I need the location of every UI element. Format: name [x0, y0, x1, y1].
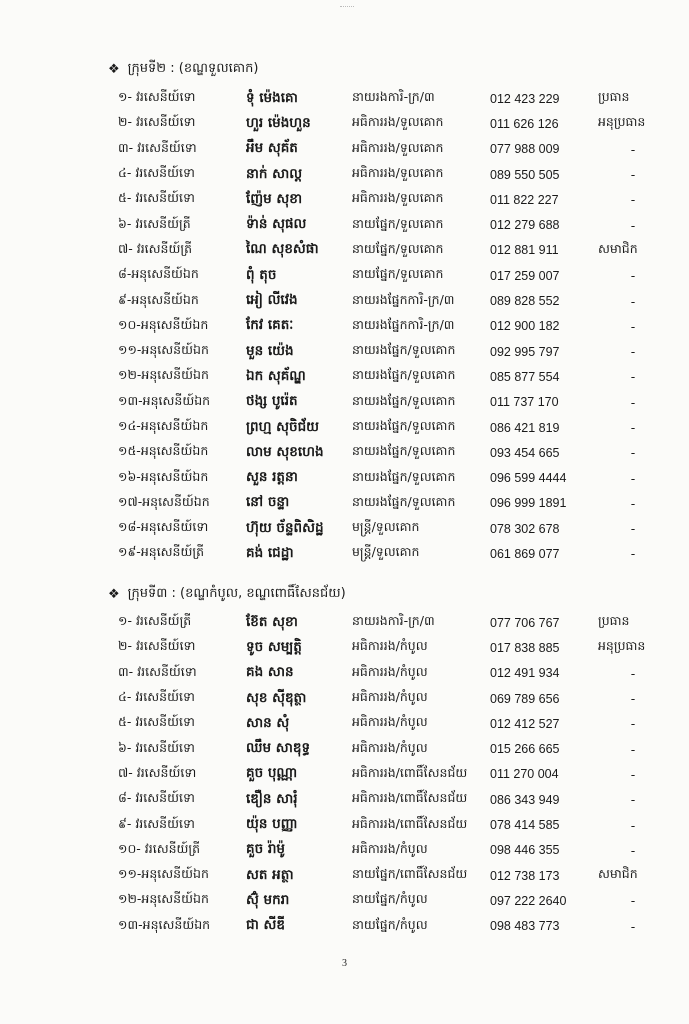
table-row [118, 86, 686, 111]
rank-cell: ៤- វរសេនីយ៍ទោ [118, 165, 195, 181]
unit-cell: នាយរងផ្នែក/ទួលគោក [352, 443, 456, 459]
role-cell: ប្រធាន [598, 613, 630, 629]
name-cell: ឯក សុគ័ណ្ឌ [246, 367, 306, 384]
unit-cell: នាយផ្នែក/កំបូល [352, 916, 428, 932]
rank-cell: ៧- វរសេនីយ៍ទោ [118, 764, 197, 780]
role-cell: - [630, 817, 636, 833]
role-cell: - [630, 369, 636, 385]
diamond-bullet-icon: ❖ [108, 587, 120, 602]
phone-cell: 011 270 004 [490, 767, 559, 782]
table-row [118, 516, 686, 541]
unit-cell: នាយរងផ្នែក/ទួលគោក [352, 367, 456, 383]
name-cell: ណៃ សុខសំផា [246, 241, 319, 258]
group-2-table [118, 86, 686, 567]
role-cell: - [630, 344, 636, 360]
role-cell: - [630, 665, 636, 681]
table-row [118, 661, 686, 686]
unit-cell: អធិការរង/កំបូល [352, 638, 428, 654]
rank-cell: ៦- វរសេនីយ៍ត្រី [118, 215, 191, 231]
table-row [118, 314, 686, 339]
role-cell: - [630, 420, 636, 435]
rank-cell: ៣- វរសេនីយ៍ទោ [118, 663, 197, 679]
name-cell: ហ៊ុយ ច័ន្ទពិសិដ្ឋ [246, 519, 324, 536]
rank-cell: ៨-អនុសេនីយ៍ឯក [118, 266, 199, 282]
name-cell: គួច បុណ្ណា [246, 765, 298, 782]
name-cell: សាន សុំ [246, 714, 290, 731]
table-row [118, 863, 686, 888]
rank-cell: ១៥-អនុសេនីយ៍ឯក [118, 443, 209, 459]
table-row [118, 238, 686, 263]
table-row [118, 390, 686, 415]
table-row [118, 263, 686, 288]
unit-cell: អធិការរង/ពោធិ៍សែនជ័យ [352, 764, 468, 780]
unit-cell: នាយផ្នែក/ទួលគោក [352, 266, 444, 282]
role-cell: សមាជិក [598, 866, 638, 882]
phone-cell: 092 995 797 [490, 344, 560, 359]
unit-cell: នាយផ្នែក/ពោធិ៍សែនជ័យ [352, 866, 468, 882]
rank-cell: ៤- វរសេនីយ៍ទោ [118, 689, 195, 705]
phone-cell: 061 869 077 [490, 546, 560, 561]
phone-cell: 012 423 229 [490, 91, 560, 106]
rank-cell: ១៧-អនុសេនីយ៍ឯក [118, 493, 210, 509]
group-3-table [118, 610, 686, 939]
unit-cell: អធិការរង/កំបូល [352, 739, 428, 755]
rank-cell: ១- វរសេនីយ៍ត្រី [118, 613, 192, 629]
phone-cell: 086 343 949 [490, 792, 560, 807]
unit-cell: នាយរងផ្នែក/ទួលគោក [352, 493, 456, 509]
table-row [118, 111, 686, 136]
phone-cell: 098 446 355 [490, 843, 560, 858]
name-cell: ជា សីឌី [246, 917, 285, 934]
table-row [118, 711, 686, 736]
rank-cell: ៩-អនុសេនីយ៍ឯក [118, 291, 199, 307]
role-cell: - [630, 192, 636, 208]
table-row [118, 610, 686, 635]
role-cell: - [630, 217, 636, 233]
phone-cell: 012 900 182 [490, 319, 560, 334]
role-cell: - [630, 141, 636, 157]
role-cell: សមាជិក [598, 240, 638, 256]
name-cell: សត អត្ថា [246, 866, 294, 883]
table-row [118, 288, 686, 313]
rank-cell: ១១-អនុសេនីយ៍ឯក [118, 342, 209, 358]
unit-cell: អធិការរង/ទួលគោក [352, 139, 444, 155]
phone-cell: 011 626 126 [490, 116, 559, 131]
table-row [118, 787, 686, 812]
table-row [118, 364, 686, 389]
name-cell: ទូច សម្បត្តិ [246, 638, 302, 655]
name-cell: ឌឿន សារុំ [246, 790, 298, 807]
unit-cell: នាយរងការិ-ក្រ/៣ [352, 613, 435, 629]
role-cell: - [630, 445, 636, 461]
name-cell: ព្រហ្ម សុចិជ័យ [246, 418, 319, 435]
rank-cell: ១២-អនុសេនីយ៍ឯក [118, 367, 209, 383]
group-2-title: ក្រុមទី២ : (ខណ្ឌទួលគោក) [127, 61, 259, 76]
role-cell: អនុប្រធាន [598, 114, 646, 130]
unit-cell: អធិការរង/ទួលគោក [352, 165, 444, 181]
role-cell: អនុប្រធាន [598, 638, 646, 654]
unit-cell: អធិការរង/ពោធិ៍សែនជ័យ [352, 790, 468, 806]
role-cell: - [630, 293, 636, 309]
unit-cell: នាយរងការិ-ក្រ/៣ [352, 89, 435, 105]
name-cell: នៅ ចន្ទា [246, 494, 290, 511]
role-cell: - [630, 716, 636, 732]
role-cell: - [630, 741, 636, 757]
rank-cell: ៣- វរសេនីយ៍ទោ [118, 139, 197, 155]
table-row [118, 888, 686, 913]
name-cell: គួច រ៉ាម៉ូ [246, 841, 285, 858]
role-cell: - [630, 766, 636, 782]
table-row [118, 812, 686, 837]
group-2-heading [108, 60, 258, 79]
phone-cell: 015 266 665 [490, 742, 560, 757]
role-cell: - [630, 167, 636, 183]
table-row [118, 762, 686, 787]
table-row [118, 415, 686, 440]
scan-mark [340, 6, 354, 9]
phone-cell: 078 414 585 [490, 818, 560, 833]
role-cell: - [630, 495, 636, 511]
rank-cell: ៧- វរសេនីយ៍ត្រី [118, 240, 193, 256]
name-cell: សួន រត្តនា [246, 469, 298, 486]
phone-cell: 012 881 911 [490, 243, 559, 258]
group-3-heading [108, 585, 346, 604]
unit-cell: មន្ត្រី/ទួលគោក [352, 544, 420, 560]
phone-cell: 089 828 552 [490, 294, 560, 309]
unit-cell: នាយរងផ្នែកការិ-ក្រ/៣ [352, 291, 455, 307]
name-cell: ពុំ តុច [246, 266, 277, 283]
table-row [118, 491, 686, 516]
unit-cell: អធិការរង/ពោធិ៍សែនជ័យ [352, 815, 468, 831]
unit-cell: នាយផ្នែក/ទួលគោក [352, 215, 444, 231]
name-cell: អឹម សុគ័ត [246, 140, 298, 157]
rank-cell: ៦- វរសេនីយ៍ទោ [118, 739, 195, 755]
rank-cell: ៩- វរសេនីយ៍ទោ [118, 815, 195, 831]
role-cell: - [630, 792, 636, 808]
phone-cell: 011 822 227 [490, 192, 559, 207]
role-cell: - [630, 521, 636, 537]
rank-cell: ១៤-អនុសេនីយ៍ឯក [118, 418, 209, 433]
name-cell: ស៊ុំ មករា [246, 891, 290, 908]
rank-cell: ១៣-អនុសេនីយ៍ឯក [118, 916, 211, 932]
name-cell: នាក់ សាល្ត [246, 165, 303, 182]
page-number: 3 [342, 958, 347, 969]
name-cell: លាម សុខហេង [246, 443, 324, 460]
rank-cell: ១២-អនុសេនីយ៍ឯក [118, 891, 209, 907]
rank-cell: ១៩-អនុសេនីយ៍ត្រី [118, 544, 205, 560]
phone-cell: 096 599 4444 [490, 471, 567, 486]
phone-cell: 012 738 173 [490, 868, 560, 883]
table-row [118, 339, 686, 364]
name-cell: ទុំ ម៉េងគោ [246, 89, 298, 106]
name-cell: ហួរ ម៉េងហួន [246, 114, 311, 131]
unit-cell: នាយផ្នែក/កំបូល [352, 891, 428, 907]
diamond-bullet-icon: ❖ [108, 62, 120, 77]
role-cell: - [630, 318, 636, 334]
phone-cell: 017 838 885 [490, 640, 560, 655]
phone-cell: 086 421 819 [490, 420, 560, 435]
phone-cell: 011 737 170 [490, 395, 559, 410]
table-row [118, 465, 686, 490]
name-cell: ញ៉ែម សុខា [246, 190, 303, 207]
unit-cell: អធិការរង/កំបូល [352, 689, 428, 705]
table-row [118, 137, 686, 162]
table-row [118, 212, 686, 237]
role-cell: - [630, 893, 636, 909]
name-cell: គង់ ជេដ្ឋា [246, 544, 294, 561]
table-row [118, 838, 686, 863]
unit-cell: នាយរងផ្នែក/ទួលគោក [352, 392, 456, 408]
rank-cell: ១០- វរសេនីយ៍ត្រី [118, 840, 201, 856]
role-cell: - [630, 842, 636, 858]
name-cell: កែវ គេតៈ [246, 317, 294, 334]
table-row [118, 635, 686, 660]
table-row [118, 686, 686, 711]
name-cell: សុខ ស៊ីឌុត្ថា [246, 689, 307, 706]
role-cell: - [630, 691, 636, 707]
name-cell: ថង្ស បូរ៉េត [246, 393, 298, 410]
phone-cell: 077 706 767 [490, 615, 560, 630]
unit-cell: នាយរងផ្នែក/ទួលគោក [352, 418, 456, 433]
name-cell: យ៉ុន បញ្ញា [246, 816, 298, 833]
role-cell: - [630, 918, 636, 934]
phone-cell: 012 412 527 [490, 716, 560, 731]
name-cell: អៀ លីវេង [246, 292, 298, 309]
role-cell: - [630, 268, 636, 284]
unit-cell: នាយរងផ្នែក/ទួលគោក [352, 468, 456, 484]
role-cell: ប្រធាន [598, 89, 630, 105]
role-cell: - [630, 546, 636, 562]
unit-cell: នាយរងផ្នែក/ទួលគោក [352, 342, 456, 358]
phone-cell: 077 988 009 [490, 142, 560, 157]
rank-cell: ១៣-អនុសេនីយ៍ឯក [118, 392, 211, 408]
phone-cell: 085 877 554 [490, 369, 560, 384]
table-row [118, 541, 686, 566]
rank-cell: ១៦-អនុសេនីយ៍ឯក [118, 468, 209, 484]
phone-cell: 093 454 665 [490, 445, 560, 460]
rank-cell: ២- វរសេនីយ៍ទោ [118, 114, 196, 130]
name-cell: ខ៊ែត សុខា [246, 613, 298, 630]
unit-cell: មន្ត្រី/ទួលគោក [352, 519, 420, 535]
table-row [118, 162, 686, 187]
table-row [118, 736, 686, 761]
name-cell: ឈឹម សាឌុទ្ធ [246, 740, 311, 757]
unit-cell: នាយផ្នែក/ទួលគោក [352, 240, 444, 256]
name-cell: ទ៉ាន់ សុផល [246, 216, 307, 233]
name-cell: មួន យ៉េង [246, 342, 294, 359]
role-cell: - [630, 394, 636, 410]
rank-cell: ៥- វរសេនីយ៍ទោ [118, 190, 195, 206]
rank-cell: ២- វរសេនីយ៍ទោ [118, 638, 196, 654]
table-row [118, 440, 686, 465]
phone-cell: 069 789 656 [490, 691, 560, 706]
phone-cell: 089 550 505 [490, 167, 560, 182]
unit-cell: អធិការរង/កំបូល [352, 714, 428, 730]
rank-cell: ១៨-អនុសេនីយ៍ទោ [118, 519, 209, 535]
rank-cell: ១- វរសេនីយ៍ទោ [118, 89, 196, 105]
phone-cell: 012 279 688 [490, 218, 560, 233]
phone-cell: 098 483 773 [490, 919, 560, 934]
role-cell: - [630, 470, 636, 486]
rank-cell: ១០-អនុសេនីយ៍ឯក [118, 316, 209, 332]
phone-cell: 017 259 007 [490, 268, 560, 283]
phone-cell: 012 491 934 [490, 666, 560, 681]
group-3-title: ក្រុមទី៣ : (ខណ្ឌកំបូល, ខណ្ឌពោធិ៍សែនជ័យ) [127, 586, 346, 601]
phone-cell: 078 302 678 [490, 521, 560, 536]
unit-cell: អធិការរង/កំបូល [352, 663, 428, 679]
phone-cell: 097 222 2640 [490, 893, 567, 908]
name-cell: គង សាន [246, 664, 294, 681]
table-row [118, 914, 686, 939]
rank-cell: ១១-អនុសេនីយ៍ឯក [118, 866, 209, 882]
rank-cell: ៥- វរសេនីយ៍ទោ [118, 714, 195, 730]
unit-cell: នាយរងផ្នែកការិ-ក្រ/៣ [352, 316, 455, 332]
phone-cell: 096 999 1891 [490, 496, 567, 511]
rank-cell: ៨- វរសេនីយ៍ទោ [118, 790, 195, 806]
unit-cell: អធិការរង/ទួលគោក [352, 190, 444, 206]
unit-cell: អធិការរង/ទួលគោក [352, 114, 444, 130]
unit-cell: អធិការរង/កំបូល [352, 840, 428, 856]
table-row [118, 187, 686, 212]
